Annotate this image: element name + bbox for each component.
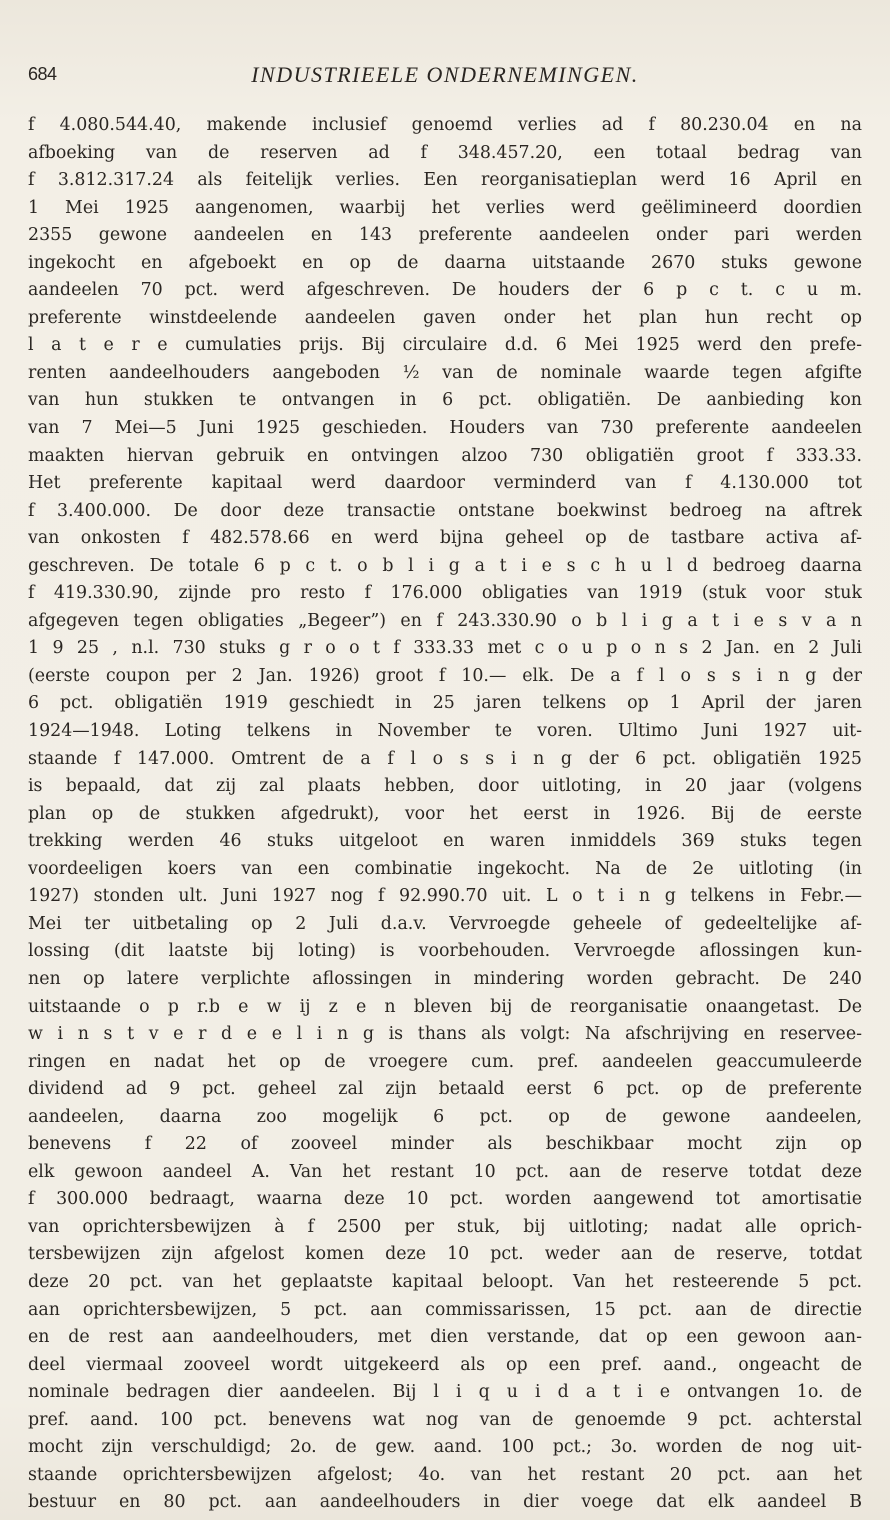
text-line: w i n s t v e r d e e l i n g is thans als volgt: Na afschrijving en reservee- <box>28 1024 862 1045</box>
text-line: Het preferente kapitaal werd daardoor verminderd van f 4.130.000 tot <box>28 473 862 494</box>
text-line: voordeeligen koers van een combinatie ingekocht. Na de 2e uitloting (in <box>28 858 862 879</box>
text-line: Mei ter uitbetaling op 2 Juli d.a.v. Vervroegde geheele of gedeeltelijke af- <box>28 913 862 934</box>
text-line: uitstaande o p r.b e w ij z e n bleven bij de reorganisatie onaangetast. De <box>28 996 862 1017</box>
text-line: aan oprichtersbewijzen, 5 pct. aan commissarissen, 15 pct. aan de directie <box>28 1299 862 1320</box>
text-line: 2355 gewone aandeelen en 143 preferente aandeelen onder pari werden <box>28 225 862 246</box>
text-line: afgegeven tegen obligaties „Begeer”) en f 243.330.90 o b l i g a t i e s v a n <box>28 610 862 631</box>
text-line: elk gewoon aandeel A. Van het restant 10 pct. aan de reserve totdat deze <box>28 1161 862 1182</box>
running-title: INDUSTRIEELE ONDERNEMINGEN. <box>251 62 639 87</box>
text-line: van oprichtersbewijzen à f 2500 per stuk, bij uitloting; nadat alle oprich- <box>28 1216 862 1237</box>
page-header <box>28 64 862 94</box>
text-line: tersbewijzen zijn afgelost komen deze 10 pct. weder aan de reserve, totdat <box>28 1244 862 1265</box>
text-line: pref. aand. 100 pct. benevens wat nog van de genoemde 9 pct. achterstal <box>28 1409 862 1430</box>
text-line: dividend ad 9 pct. geheel zal zijn betaald eerst 6 pct. op de preferente <box>28 1079 862 1100</box>
text-line: 1 Mei 1925 aangenomen, waarbij het verlies werd geëlimineerd doordien <box>28 197 862 218</box>
text-line: ringen en nadat het op de vroegere cum. pref. aandeelen geaccumuleerde <box>28 1051 862 1072</box>
text-line: bestuur en 80 pct. aan aandeelhouders in dier voege dat elk aandeel B <box>28 1492 862 1513</box>
body-text <box>28 112 862 1517</box>
text-line: afboeking van de reserven ad f 348.457.20, een totaal bedrag van <box>28 142 862 163</box>
text-line: preferente winstdeelende aandeelen gaven onder het plan hun recht op <box>28 307 862 328</box>
text-line: en de rest aan aandeelhouders, met dien verstande, dat op een gewoon aan- <box>28 1327 862 1348</box>
text-line: staande f 147.000. Omtrent de a f l o s s i n g der 6 pct. obligatiën 1925 <box>28 748 862 769</box>
text-line: maakten hiervan gebruik en ontvingen alzoo 730 obligatiën groot f 333.33. <box>28 445 862 466</box>
text-line: 1927) stonden ult. Juni 1927 nog f 92.990.70 uit. L o t i n g telkens in Febr.— <box>28 886 862 907</box>
text-line: 1924—1948. Loting telkens in November te voren. Ultimo Juni 1927 uit- <box>28 721 862 742</box>
text-line: f 419.330.90, zijnde pro resto f 176.000 obligaties van 1919 (stuk voor stuk <box>28 583 862 604</box>
text-line: van hun stukken te ontvangen in 6 pct. obligatiën. De aanbieding kon <box>28 390 862 411</box>
text-line: van 7 Mei—5 Juni 1925 geschieden. Houders van 730 preferente aandeelen <box>28 418 862 439</box>
text-line: plan op de stukken afgedrukt), voor het eerst in 1926. Bij de eerste <box>28 803 862 824</box>
text-line: renten aandeelhouders aangeboden ½ van de nominale waarde tegen afgifte <box>28 362 862 383</box>
text-line: staande oprichtersbewijzen afgelost; 4o. van het restant 20 pct. aan het <box>28 1464 862 1485</box>
text-line: deze 20 pct. van het geplaatste kapitaal beloopt. Van het resteerende 5 pct. <box>28 1271 862 1292</box>
text-line: f 3.400.000. De door deze transactie ontstane boekwinst bedroeg na aftrek <box>28 500 862 521</box>
text-line: benevens f 22 of zooveel minder als beschikbaar mocht zijn op <box>28 1134 862 1155</box>
text-line: aandeelen, daarna zoo mogelijk 6 pct. op de gewone aandeelen, <box>28 1106 862 1127</box>
text-line: mocht zijn verschuldigd; 2o. de gew. aand. 100 pct.; 3o. worden de nog uit- <box>28 1437 862 1458</box>
text-line: aandeelen 70 pct. werd afgeschreven. De houders der 6 p c t. c u m. <box>28 280 862 301</box>
text-line: 1 9 25 , n.l. 730 stuks g r o o t f 333.33 met c o u p o n s 2 Jan. en 2 Juli <box>28 638 862 659</box>
text-line: l a t e r e cumulaties prijs. Bij circulaire d.d. 6 Mei 1925 werd den prefe- <box>28 335 862 356</box>
text-line: is bepaald, dat zij zal plaats hebben, door uitloting, in 20 jaar (volgens <box>28 776 862 797</box>
text-line: lossing (dit laatste bij loting) is voorbehouden. Vervroegde aflossingen kun- <box>28 941 862 962</box>
text-line: ingekocht en afgeboekt en op de daarna uitstaande 2670 stuks gewone <box>28 252 862 273</box>
text-line: deel viermaal zooveel wordt uitgekeerd als op een pref. aand., ongeacht de <box>28 1354 862 1375</box>
text-line: trekking werden 46 stuks uitgeloot en waren inmiddels 369 stuks tegen <box>28 831 862 852</box>
text-line: geschreven. De totale 6 p c t. o b l i g a t i e s c h u l d bedroeg daarna <box>28 555 862 576</box>
text-line: (eerste coupon per 2 Jan. 1926) groot f 10.— elk. De a f l o s s i n g der <box>28 665 862 686</box>
text-line: 6 pct. obligatiën 1919 geschiedt in 25 jaren telkens op 1 April der jaren <box>28 693 862 714</box>
text-line: nominale bedragen dier aandeelen. Bij l i q u i d a t i e ontvangen 1o. de <box>28 1382 862 1403</box>
text-line: nen op latere verplichte aflossingen in mindering worden gebracht. De 240 <box>28 968 862 989</box>
text-line: f 4.080.544.40, makende inclusief genoemd verlies ad f 80.230.04 en na <box>28 115 862 135</box>
page-number: 684 <box>28 64 57 84</box>
text-line: van onkosten f 482.578.66 en werd bijna geheel op de tastbare activa af- <box>28 528 862 549</box>
text-line: f 300.000 bedraagt, waarna deze 10 pct. worden aangewend tot amortisatie <box>28 1189 862 1210</box>
text-line: f 3.812.317.24 als feitelijk verlies. Een reorganisatieplan werd 16 April en <box>28 170 862 191</box>
